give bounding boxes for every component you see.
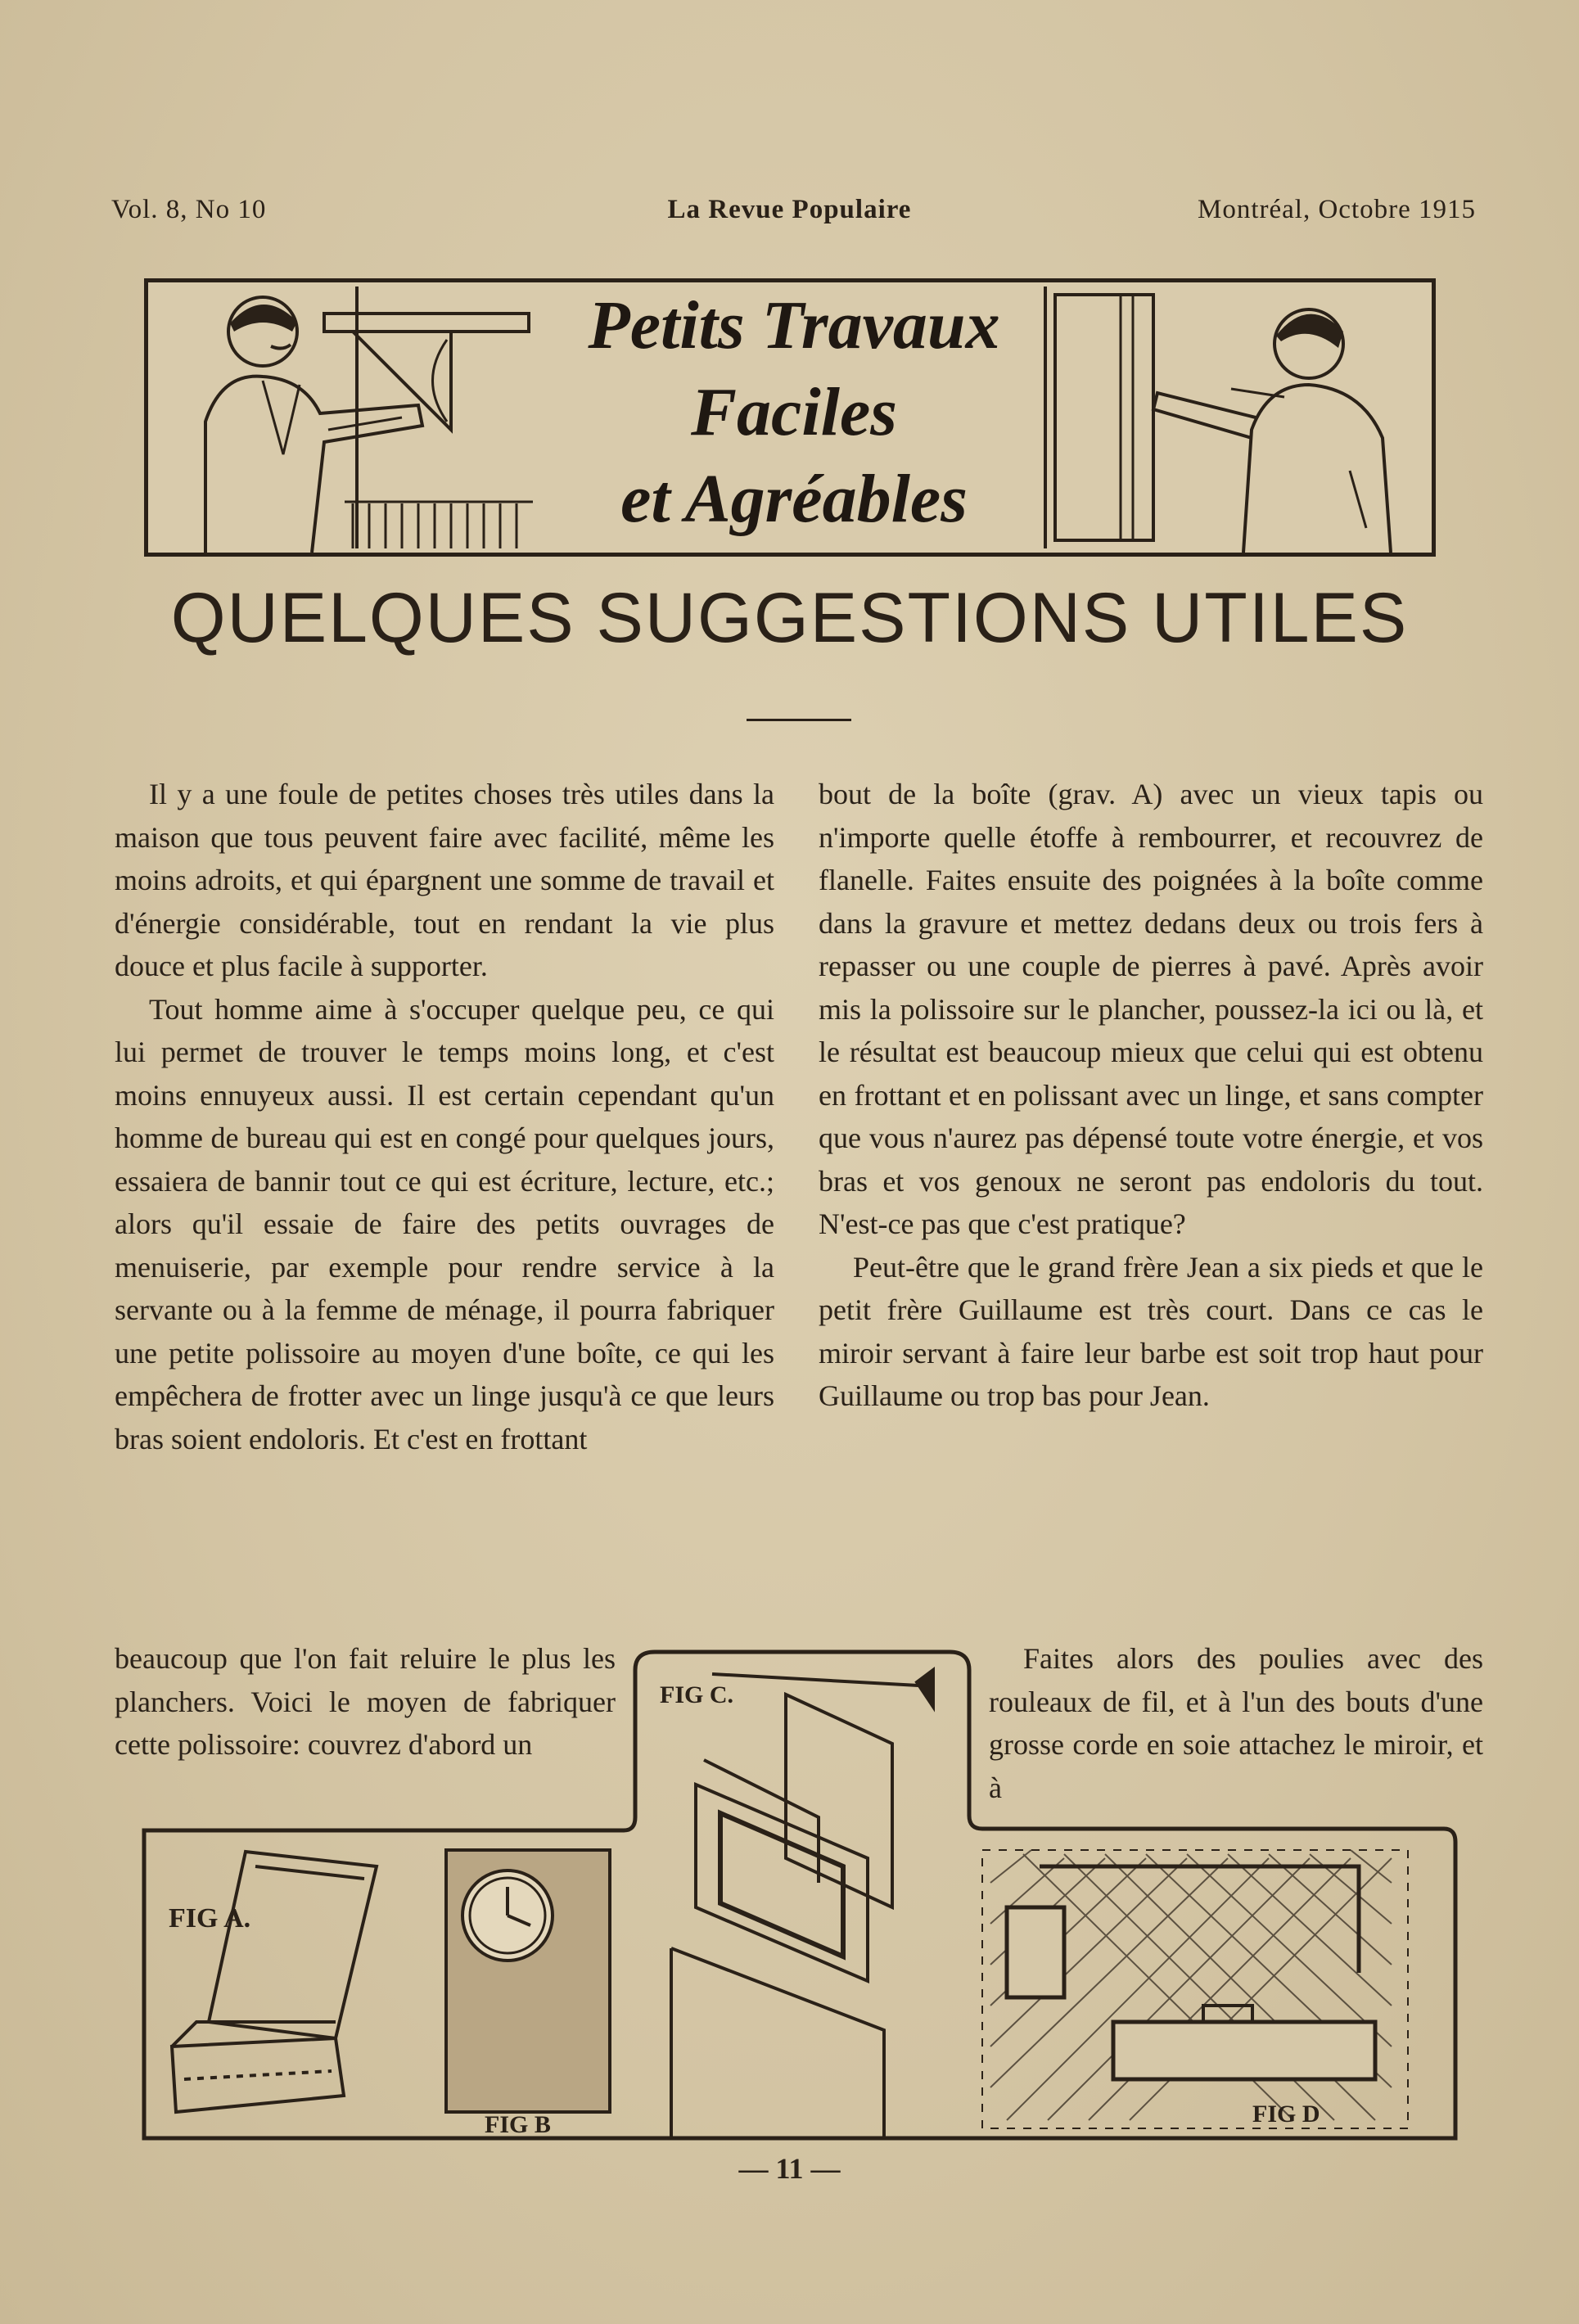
banner-title-line: Petits Travaux <box>588 287 1000 363</box>
page-number: — 11 — <box>738 2152 841 2185</box>
banner-title-line: et Agréables <box>620 461 968 537</box>
fig-d-label: FIG D <box>1252 2101 1320 2128</box>
article-headline: QUELQUES SUGGESTIONS UTILES <box>170 579 1409 657</box>
fig-a-polisher <box>172 1852 377 2112</box>
paragraph: beaucoup que l'on fait reluire le plus les planchers. Voici le moyen de fabriquer cette polissoire: couvrez d'abord un <box>115 1642 616 1761</box>
fig-c-mirror <box>671 1670 933 2138</box>
volume-number: Vol. 8, No 10 <box>111 195 267 224</box>
paragraph: Il y a une foule de petites choses très utiles dans la maison que tous peuvent faire avec facilité, même les moins adroits, et qui épargnent une somme de travail et d'énergie considérable, tout en rendant la vie plus douce et plus facile à supporter. <box>115 778 774 982</box>
paragraph: Faites alors des poulies avec des rouleaux de fil, et à l'un des bouts d'une grosse corde en soie attachez le miroir, et à <box>989 1642 1483 1804</box>
paragraph: Tout homme aime à s'occuper quelque peu, ce qui lui permet de trouver le temps moins long, et c'est moins ennuyeux aussi. Il est certain cependant qu'un homme de bureau qui est en congé pour quelques jours, essaiera de bannir tout ce qui est écriture, lecture, etc.; alors qu'il essaie de faire des petits ouvrages de menuiserie, par exemple pour rendre service à la servante ou à la femme de ménage, il pourra fabriquer une petite polissoire au moyen d'une boîte, ce qui les empêchera de frotter avec un linge jusqu'à ce que leurs bras soient endoloris. Et c'est en frottant <box>115 992 774 1455</box>
magazine-title: La Revue Populaire <box>667 195 912 224</box>
fig-b-clock <box>446 1850 610 2112</box>
fig-b-label: FIG B <box>485 2111 551 2138</box>
fig-d-bathroom <box>982 1850 1408 2128</box>
issue-date: Montréal, Octobre 1915 <box>1198 195 1476 224</box>
fig-c-label: FIG C. <box>660 1681 733 1708</box>
fig-a-label: FIG A. <box>169 1903 251 1934</box>
banner-title-line: Faciles <box>691 374 897 450</box>
paragraph: Peut-être que le grand frère Jean a six pieds et que le petit frère Guillaume est très court. Dans ce cas le miroir servant à faire leur barbe est soit trop haut pour Guillaume ou trop bas pour Jean. <box>819 1250 1483 1412</box>
paragraph: bout de la boîte (grav. A) avec un vieux tapis ou n'importe quelle étoffe à rembourrer, et recouvrez de flanelle. Faites ensuite des poignées à la boîte comme dans la gravure et mettez dedans deux ou trois fers à repasser ou une couple de pierres à pavé. Après avoir mis la polissoire sur le plancher, poussez-la ici ou là, et le résultat est beaucoup mieux que celui qui est obtenu en frottant et en polissant avec un linge, et sans compter que vous n'aurez pas dépensé toute votre énergie, et vos bras et vos genoux ne seront pas endoloris du tout. N'est-ce pas que c'est pratique? <box>819 778 1483 1240</box>
